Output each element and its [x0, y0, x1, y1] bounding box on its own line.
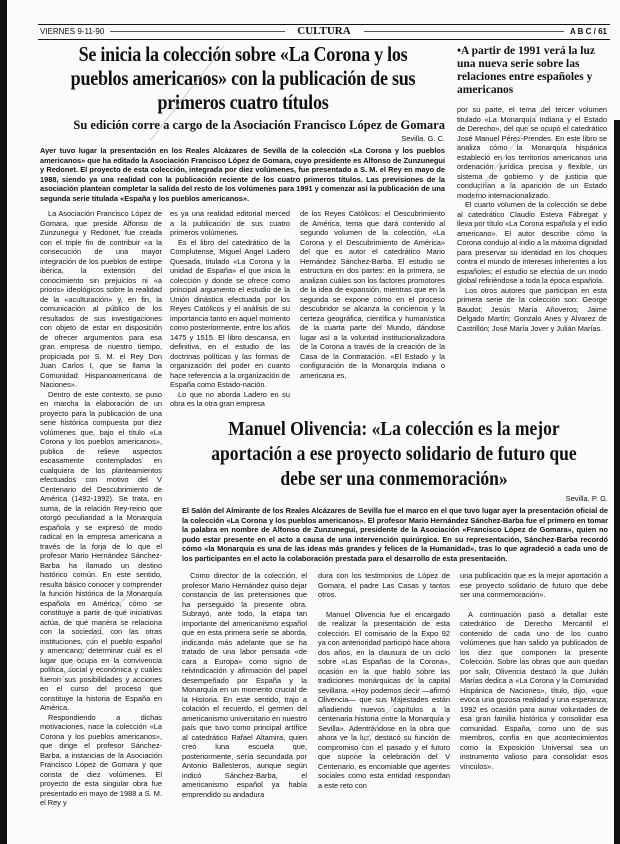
article1-dateline: Sevilla. G. C.: [401, 134, 445, 143]
header-rule: [364, 31, 564, 32]
scan-edge-left: [0, 0, 7, 844]
paragraph: Manuel Olivencia fue el encargado de realizar la presentación de esta colección. El comisario de la Expo 92 ya con anterioridad participó hace ahora dos años, en la clausura de un ciclo sobre «Las Españas de la Corona», ocasión en la que habló sobre las tradiciones monárquicas de la capital sevillana. «Hoy podemos decir —afirmó Olivencia— que sus Majestades están añadiendo nuevos capítulos a la centenaria historia entre la Monarquía y Sevilla». Adentrándose en la obra que ahora ve la luz, destacó su función de compromiso con el pasado y el futuro que supone la celebración del V Centenario, es encomiable que agentes sociales como esta entidad respondan a este reto con: [318, 609, 450, 790]
article1-column-4: [457, 105, 607, 333]
article1-column-2: [170, 209, 290, 409]
article1-column-3: [300, 209, 445, 380]
paragraph: una publicación que es la mejor aportación a ese proyecto solidario de futuro que debe ser una conmemoración».: [460, 571, 608, 599]
paragraph: Es el libro del catedrático de la Complutense, Miguel Angel Ladero Quesada, titulado «La Corona y la unidad de España» el que inicia la colección y donde se ofrece como principal argumento el estudio de la Unión dinástica efectuada por los Reyes Católicos y el análisis de su importancia tanto en aquel momento como posteriormente, entre los años 1475 y 1515. El libro descansa, en definitiva, en el estudio de las doctrinas políticas y las formas de organización del poder en cuanto hace referencia a la organización de España como Estado-nación.: [170, 237, 290, 389]
article2-lead: [182, 506, 608, 563]
paragraph: La Asociación Francisco López de Gomara, que preside Alfonso de Zunzunegui y Redonet, fue creada con el triple fin de contribuir «a la consecución de una mayor integración de los pueblos de estirpe ibérica, la extensión del conocimiento sin prejuicios ni «a prioris» ideológicos sobre la realidad de la «aculturación» y, en fin, la comunicación al público de los resultados de sus investigaciones con objeto de estar en disposición de ofrecer argumentos para esa gran empresa de nuestro tiempo, propiciada por S. M. el Rey Don Juan Carlos I, que se llama la Comunidad Hispanoamericana de Naciones».: [40, 209, 162, 389]
article2-column-2: [318, 571, 450, 790]
article2-dateline: Sevilla. P. G.: [565, 494, 608, 503]
lead-paragraph: Ayer tuvo lugar la presentación en los Reales Alcázares de Sevilla de la colección «La Corona y los pueblos americanos» que ha editado la Asociación Francisco López de Gomara, cuyo presidente es Alfonso de Zunzunegui y Redonet. El proyecto de esta colección, integrada por diez volúmenes, fue presentado a S. M. el Rey en mayo de 1988, siendo ya una realidad con la publicación reciente de los cuatro primeros títulos. Las previsiones de la asociación plantean completar la salida del resto de los volúmenes para 1991 y comenzar así la publicación de una segunda serie titulada «España y los pueblos americanos».: [40, 146, 445, 203]
paragraph: Los otros autores que participan en esta primera serie de la colección son: George Baudot; Jesús María Añoveros; Jaime Delgado Martín; Gonzalo Anes y Alvarez de Castrillón; José María Jover y Julián Marías.: [457, 285, 607, 333]
article1-subheadline: Su edición corre a cargo de la Asociación Francisco López de Gomara: [73, 118, 445, 132]
paragraph: Como director de la colección, el profesor Mario Hernández quiso dejar constancia de las pretensiones que ha perseguido la presente obra. Subrayó, ante todo, la etapa tan importante del americanismo español que en esta primera serie se aborda, indicando más adelante que se ha tratado de una labor pensada «de cara a Europa» como signo de reivindicación y afirmación del papel desempeñado por España y la Monarquía en un momento crucial de la Historia. En este sentido, trajo a colación el recuerdo, el germen del americanismo universitario en nuestro país que tuvo como principal artífice al catedrático Rafael Altamira, quien creó luna escuela que, posteriormente, sería secundada por Antonio Ballesteros, aunque según indicó Sánchez-Barba, el americanismo español ya había emprendido su andadura: [182, 571, 307, 799]
paragraph: de los Reyes Católicos: el Descubrimiento de América, tema que dará contenido al segundo volumen de la colección, «La Corona y el Descubrimiento de América» del que es autor el catedrático Mario Hernández Sánchez-Barba. El estudio se estructura en dos partes: en la primera, se analizan cuáles son los factores promotores de la idea de expansión, mientras que en la segunda se expone cómo en el proceso descubridor se alcanza la conciencia y la certeza geográfica, científica y humanística de la cuarta parte del Mundo, dándose lugar así a la voluntad institucionalizadora de la Corona a través de la creación de la Casa de la Contratación. «El Estado y la configuración de la Monarquía Indiana o americana es,: [300, 209, 445, 380]
paragraph: El cuarto volumen de la colección se debe al catedrático Claudio Esteva Fábregat y lleva por título «La Corona española y el indio americano». El autor describe cómo la Corona condujo al indio a la máxima dignidad para preservar su identidad en los choques contra el mundo de intereses inherentes a los españoles; el estudio se efectúa de un modo global refiriéndose a toda la época española.: [457, 200, 607, 285]
article1-headline: Se inicia la colección sobre «La Corona y los pueblos americanos» con la publicación de sus primeros cuatro títulos: [70, 42, 416, 114]
paragraph: Respondiendo a dichas motivaciones, nace la colección «La Corona y los pueblos americanos», que dirige el profesor Sánchez-Barba, a instancias de la Asociación Francisco López de Gomara y que consta de diez volúmenes. El proyecto de esta singular obra fue presentado en mayo de 1988 a S. M. el Rey y: [40, 712, 162, 807]
article2-headline: Manuel Olivencia: «La colección es la mejor aportación a ese proyecto solidario de futuro que debe ser una conmemoración»: [211, 419, 577, 490]
paragraph: Dentro de este contexto, se puso en marcha la elaboración de un proyecto para la publicación de una serie histórica compuesta por diez volúmenes que, bajo el título «La Corona y los pueblos americanos», publica de relieve aspectos escasamente contemplados en cualquiera de los planteamientos efectuados con motivo del V Centenario del Descubrimiento de América (1492-1992). Se trata, en suma, de la relación Rey-reino que otorgó peculiaridad a la Monarquía española y se expresó de modo radical en la empresa americana a través de la forja de lo que el profesor Mario Hernández Sánchez-Barba ha llamado un destino histórico común. En este sentido, resulta básico conocer y comprender la función histórica de la Monarquía española en América, cómo se constituye a partir de qué iniciativas actúa, de qué manera se relaciona con la sociedad, con las otras instituciones, con el pueblo español y americano; determinar cuál es el lugar que ocupa en la convivencia política, social y económica y cuáles fueron sus posibilidades y acciones en el curso del proceso que constituye la historia de España en América.: [40, 389, 162, 712]
paragraph: Lo que no aborda Ladero en su obra es la otra gran empresa: [170, 389, 290, 408]
page-header: [38, 24, 610, 40]
paragraph: dura con los testimonios de López de Gomara, el padre Las Casas y tantos otros.: [318, 571, 450, 599]
header-page: A B C / 61: [569, 27, 607, 36]
article1-deck: •A partir de 1991 verá la luz una nueva serie sobre las relaciones entre españoles y americanos: [457, 45, 595, 96]
lead-paragraph: El Salón del Almirante de los Reales Alcázares de Sevilla fue el marco en el que tuvo lugar ayer la presentación oficial de la colección «La Corona y los pueblos americanos». El profesor Mario Hernández Sánchez-Barba fue el primero en tomar la palabra en nombre de Alfonso de Zunzunegui, presidente de la Asociación «Francisco López de Gomara», quien no pudo estar presente en el acto a causa de una intervención quirúrgica. En su representación, Sánchez-Barba recordó cómo «la Monarquía es una de las ideas más grandes y felices de la Humanidad», tras lo que agradeció a cada uno de los participantes en el acto la colaboración prestada para el desarrollo de esta presentación.: [182, 506, 608, 563]
header-section: CULTURA: [288, 25, 360, 37]
header-date: VIERNES 9-11-90: [40, 27, 105, 36]
scan-edge-right: [614, 120, 620, 844]
article2-column-3: [460, 571, 608, 771]
article1-column-1: [40, 209, 162, 808]
article2-column-1: [182, 571, 307, 799]
paragraph: A continuación pasó a detallar este catedrático de Derecho Mercantil el contenido de cada uno de los cuatro volúmenes que han salido ya publicados de los diez que componen la presente Colección. Sobre las obras que aun quedan por salir, Olivencia destacó la que Julián Marías dedica a «La Corona y la Comunidad Hispánica de Naciones», título, dijo, «que evoca una gozosa realidad y una esperanza; 1992 es ocasión para aunar voluntades de esa gran familia histórica y consolidar esa comunidad. España, como uno de sus miembros, confía en que acontecimientos como la Exposición Universal sea un instrumento valioso para consolidar esos vínculos».: [460, 609, 608, 771]
header-rule: [110, 31, 285, 32]
article1-lead: [40, 146, 445, 203]
paragraph: es ya una realidad editorial merced a la publicación de sus cuatro primeros volúmenes.: [170, 209, 290, 237]
paragraph: por su parte, el tema del tercer volumen titulado «La Monarquía Indiana y el Estado de Derecho», del que se ocupó el catedrático José Manuel Pérez-Prendes. En este libro se analiza cómo la Monarquía hispánica estableció en los territorios americanos una ordenación jurídica precisa y flexible, un sistema de gobierno y de justicia que conducirían a la aparición de un Estado moderno internacionalizado.: [457, 105, 607, 200]
